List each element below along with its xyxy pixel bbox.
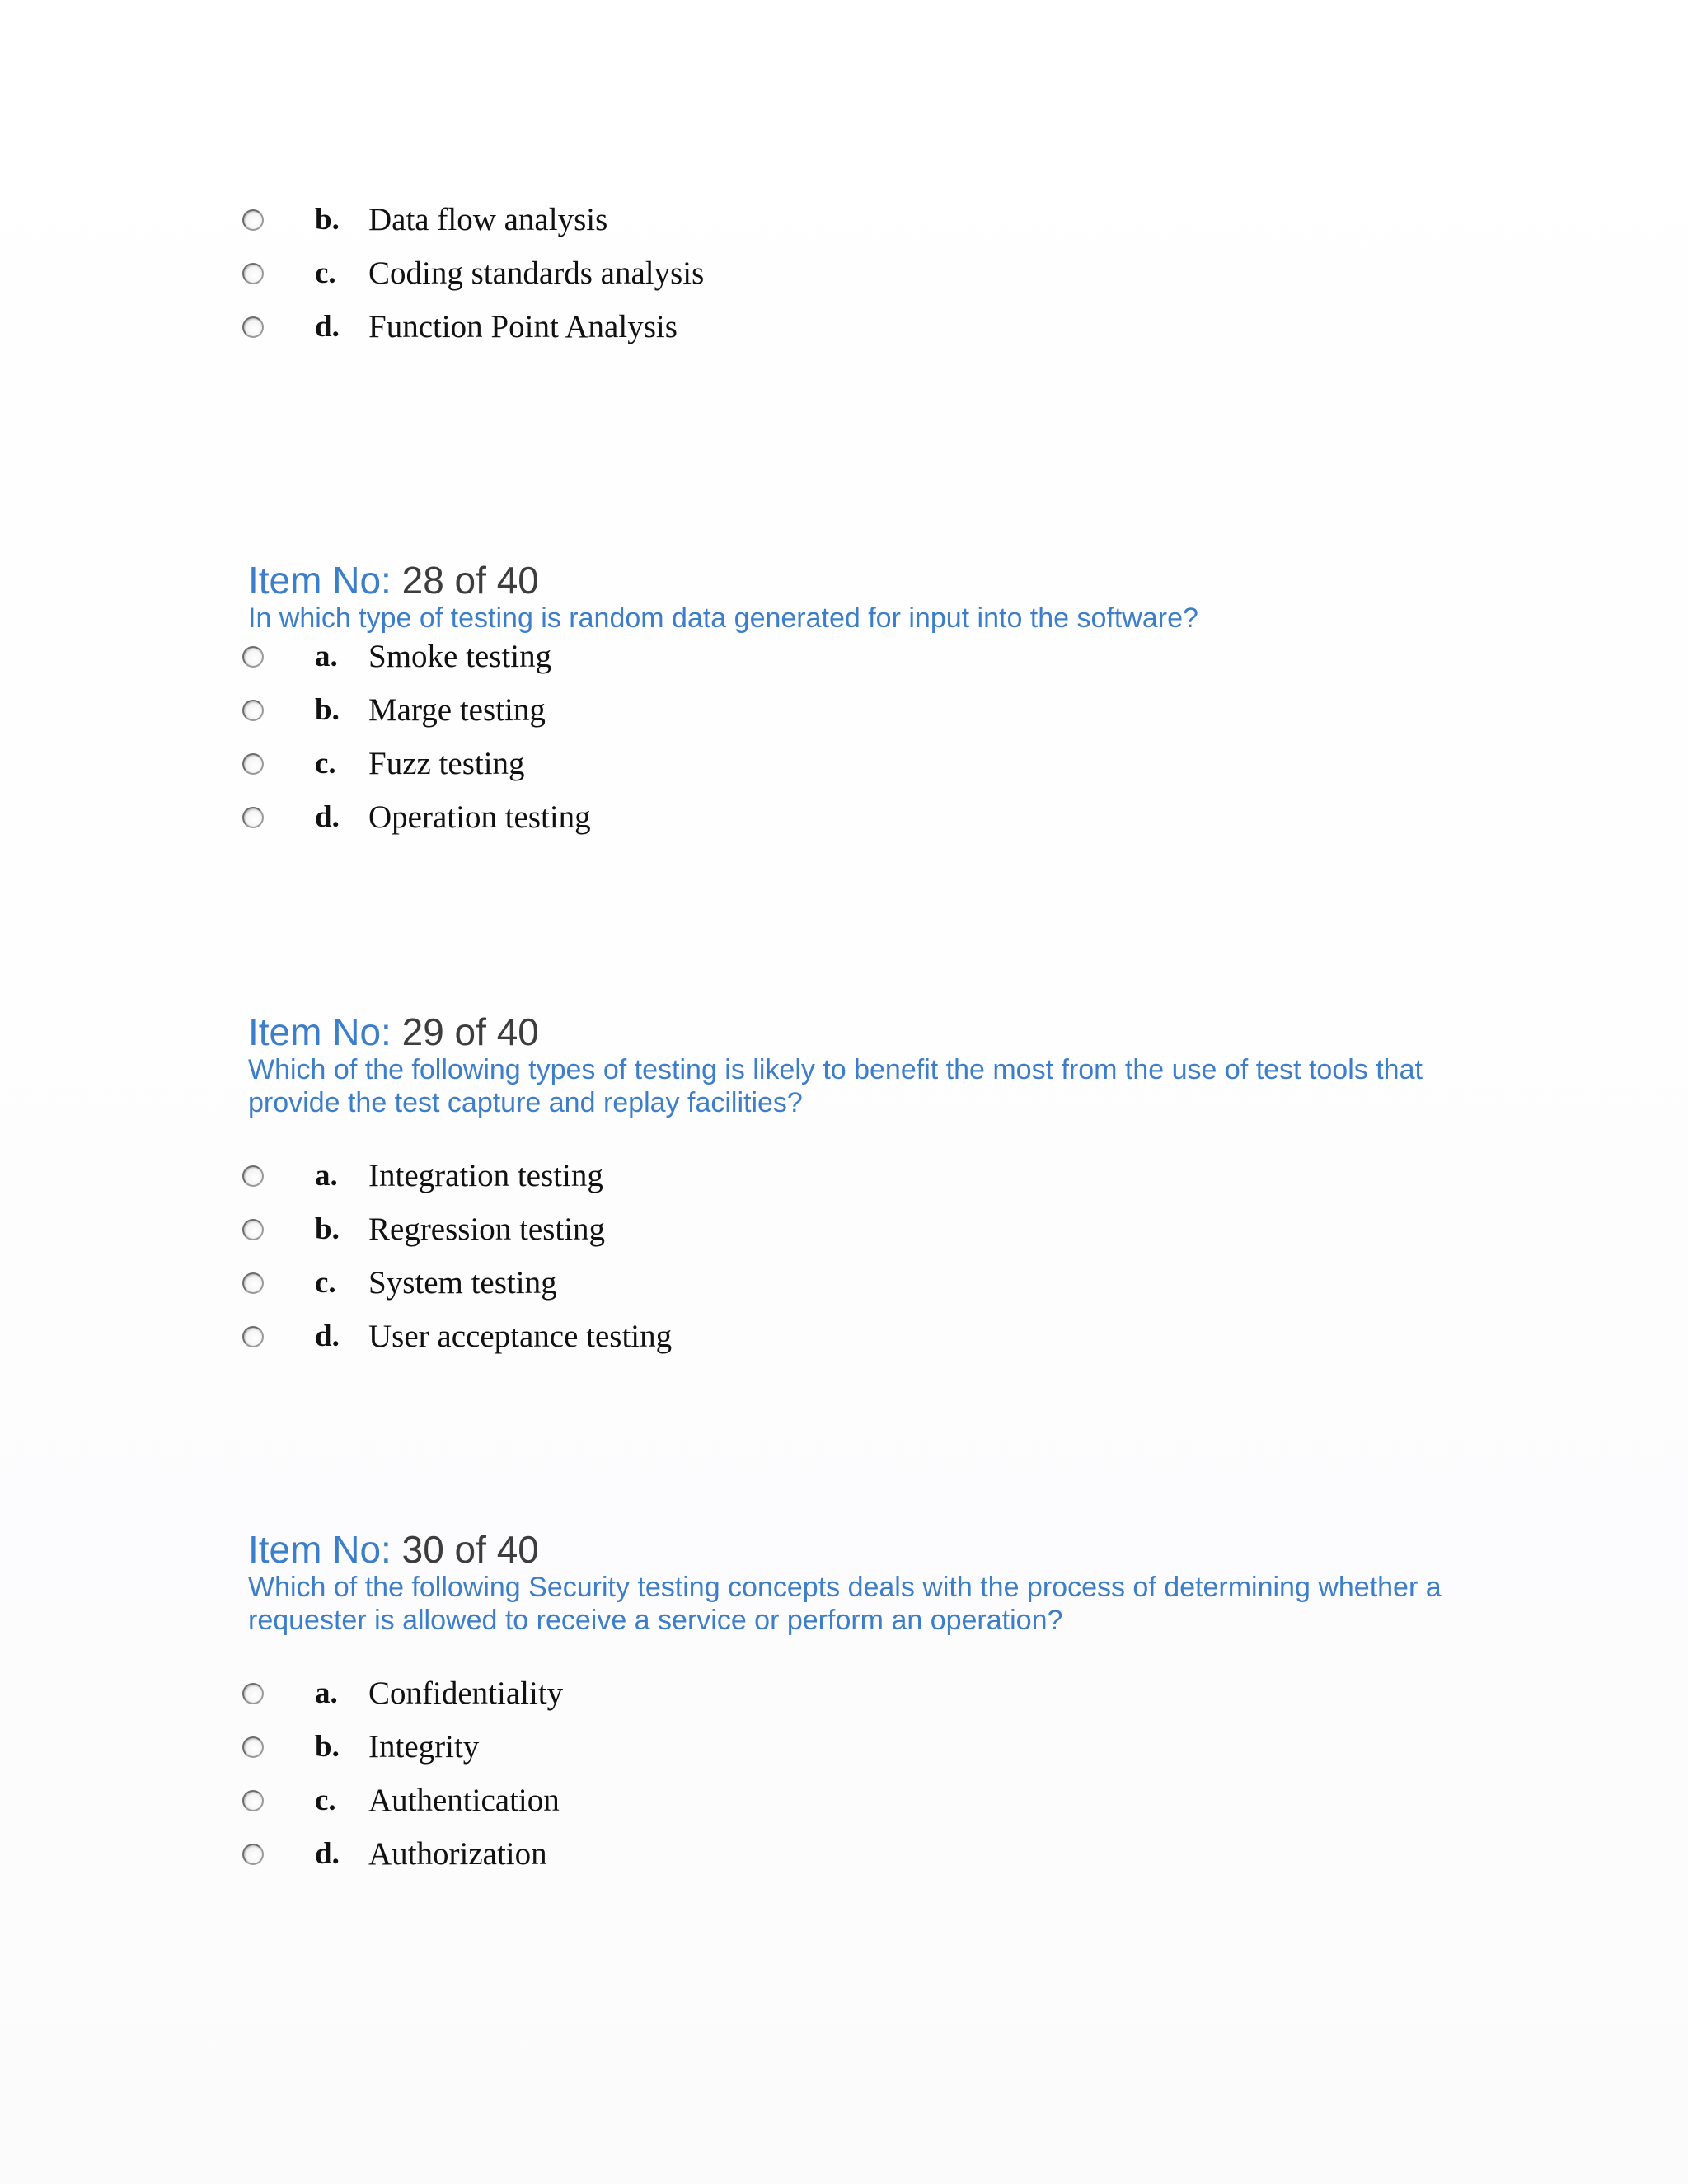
radio-button[interactable] xyxy=(242,700,264,721)
option-row[interactable] xyxy=(0,198,1154,247)
item-header xyxy=(248,1010,539,1054)
option-row[interactable] xyxy=(0,251,1154,301)
option-letter: b. xyxy=(315,203,340,237)
option-text: Integration testing xyxy=(368,1158,603,1193)
item-label: Item No: xyxy=(248,1528,392,1571)
radio-button[interactable] xyxy=(242,209,264,231)
option-row[interactable] xyxy=(0,1671,1154,1721)
option-row[interactable] xyxy=(0,305,1154,354)
radio-button[interactable] xyxy=(242,1683,264,1704)
option-text: Coding standards analysis xyxy=(368,255,705,291)
option-row[interactable] xyxy=(0,1832,1154,1882)
item-header xyxy=(248,1527,539,1572)
option-text: Confidentiality xyxy=(368,1675,564,1711)
question-text: Which of the following types of testing is likely to benefit the most from the use of test tools that provide the test capture and replay facilities? xyxy=(248,1054,1423,1118)
item-count: 30 of 40 xyxy=(401,1528,539,1571)
option-row[interactable] xyxy=(0,795,1154,845)
option-letter: c. xyxy=(315,256,336,290)
option-row[interactable] xyxy=(0,1725,1154,1774)
radio-button[interactable] xyxy=(242,1219,264,1240)
option-letter: d. xyxy=(315,1837,340,1871)
option-row[interactable] xyxy=(0,742,1154,791)
radio-button[interactable] xyxy=(242,316,264,338)
radio-button[interactable] xyxy=(242,646,264,668)
option-row[interactable] xyxy=(0,1154,1154,1203)
option-row[interactable] xyxy=(0,1207,1154,1257)
item-label: Item No: xyxy=(248,1010,392,1053)
radio-button[interactable] xyxy=(242,1844,264,1865)
option-text: Fuzz testing xyxy=(368,746,525,781)
option-letter: a. xyxy=(315,1159,338,1193)
radio-button[interactable] xyxy=(242,1790,264,1811)
option-text: Data flow analysis xyxy=(368,202,608,237)
question-text: In which type of testing is random data generated for input into the software? xyxy=(248,602,1198,634)
item-header xyxy=(248,558,539,602)
option-letter: b. xyxy=(315,1212,340,1246)
item-count: 28 of 40 xyxy=(401,559,539,602)
option-text: Marge testing xyxy=(368,692,546,728)
option-row[interactable] xyxy=(0,1315,1154,1364)
option-letter: d. xyxy=(315,800,340,834)
option-row[interactable] xyxy=(0,635,1154,684)
option-letter: a. xyxy=(315,1676,338,1710)
question-text: Which of the following Security testing concepts deals with the process of determining whether a requester is allowed to receive a service or perform an operation? xyxy=(248,1572,1442,1636)
option-letter: a. xyxy=(315,640,338,673)
option-letter: d. xyxy=(315,1319,340,1353)
option-text: Operation testing xyxy=(368,799,591,835)
option-row[interactable] xyxy=(0,1779,1154,1828)
option-text: Integrity xyxy=(368,1729,480,1765)
option-text: System testing xyxy=(368,1265,557,1301)
item-count: 29 of 40 xyxy=(401,1010,539,1053)
option-text: User acceptance testing xyxy=(368,1319,673,1354)
radio-button[interactable] xyxy=(242,1736,264,1758)
radio-button[interactable] xyxy=(242,807,264,828)
option-text: Authentication xyxy=(368,1783,560,1818)
option-letter: b. xyxy=(315,1730,340,1764)
radio-button[interactable] xyxy=(242,1326,264,1347)
option-letter: d. xyxy=(315,310,340,344)
option-letter: c. xyxy=(315,1783,336,1817)
option-text: Smoke testing xyxy=(368,639,552,674)
radio-button[interactable] xyxy=(242,753,264,775)
option-text: Authorization xyxy=(368,1836,547,1872)
option-letter: c. xyxy=(315,1266,336,1300)
radio-button[interactable] xyxy=(242,263,264,284)
radio-button[interactable] xyxy=(242,1272,264,1294)
radio-button[interactable] xyxy=(242,1165,264,1187)
option-text: Function Point Analysis xyxy=(368,309,678,344)
item-label: Item No: xyxy=(248,559,392,602)
option-text: Regression testing xyxy=(368,1212,606,1247)
option-letter: c. xyxy=(315,747,336,780)
option-row[interactable] xyxy=(0,1261,1154,1310)
option-letter: b. xyxy=(315,693,340,727)
option-row[interactable] xyxy=(0,688,1154,738)
